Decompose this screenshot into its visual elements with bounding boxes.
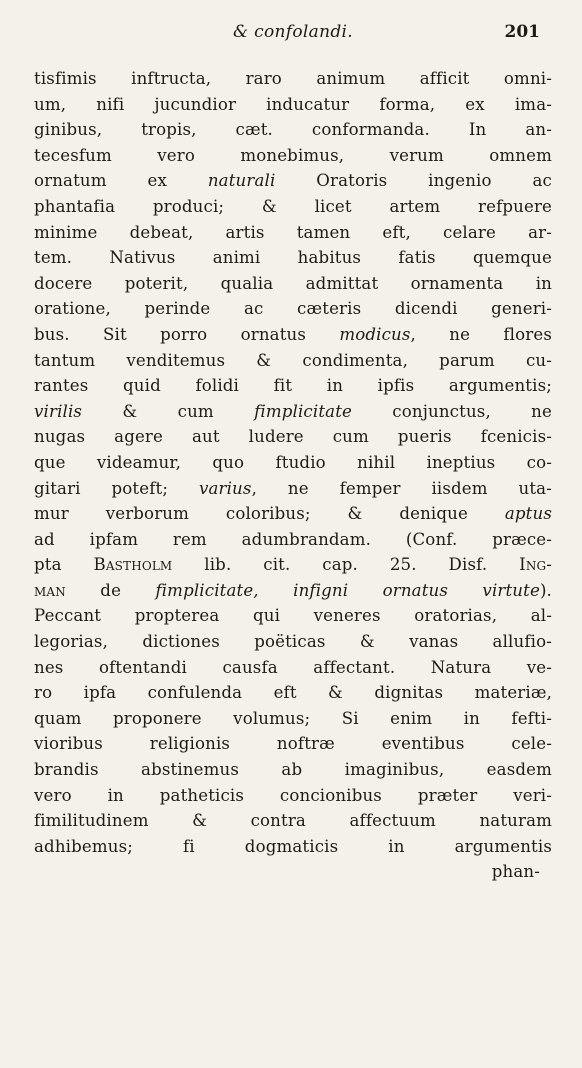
text-line xyxy=(34,66,552,92)
running-head xyxy=(34,22,552,60)
text-segment: minime debeat, artis tamen eft, celare ar- xyxy=(34,222,552,242)
italic-segment: modicus xyxy=(339,324,411,344)
running-title: & confolandi. xyxy=(233,22,353,42)
text-line xyxy=(34,552,552,578)
text-segment: rantes quid folidi fit in ipfis argumentis; xyxy=(34,376,552,396)
text-segment: ad ipfam rem adumbrandam. (Conf. præce- xyxy=(34,529,552,549)
text-line xyxy=(34,603,552,629)
text-segment: , ne flores xyxy=(410,324,552,344)
body-text xyxy=(34,66,552,885)
text-line xyxy=(34,245,552,271)
page-number: 201 xyxy=(504,22,540,42)
text-segment: lib. cit. cap. 25. Disf. xyxy=(172,555,520,575)
text-line xyxy=(34,450,552,476)
smallcaps-segment: man xyxy=(34,580,66,600)
text-line xyxy=(34,322,552,348)
text-segment: , ne femper iisdem uta- xyxy=(251,478,552,498)
text-line xyxy=(34,220,552,246)
text-segment: tantum venditemus & condimenta, parum cu- xyxy=(34,350,552,370)
text-line xyxy=(34,373,552,399)
text-segment: docere poterit, qualia admittat ornamenta in xyxy=(34,273,552,293)
smallcaps-segment: Ing- xyxy=(519,555,552,575)
text-segment: fimilitudinem & contra affectuum naturam xyxy=(34,811,552,831)
text-line xyxy=(34,168,552,194)
text-line xyxy=(34,194,552,220)
text-segment: nes oftentandi causfa affectant. Natura ve- xyxy=(34,657,552,677)
text-line xyxy=(34,143,552,169)
text-line xyxy=(34,834,552,860)
text-line xyxy=(34,296,552,322)
text-segment: bus. Sit porro ornatus xyxy=(34,324,340,344)
text-segment: brandis abstinemus ab imaginibus, easdem xyxy=(34,760,552,780)
text-line xyxy=(34,578,552,604)
text-line xyxy=(34,117,552,143)
text-segment: nugas agere aut ludere cum pueris fcenicis- xyxy=(34,427,552,447)
text-segment: ornatum ex xyxy=(34,171,208,191)
text-line xyxy=(34,757,552,783)
text-line xyxy=(34,706,552,732)
text-segment: tem. Nativus animi habitus fatis quemque xyxy=(34,248,552,268)
text-line xyxy=(34,501,552,527)
text-segment: um, nifi jucundior inducatur forma, ex ima- xyxy=(34,94,552,114)
italic-segment: varius xyxy=(198,478,252,498)
text-segment: de xyxy=(65,580,156,600)
text-segment: pta xyxy=(34,555,94,575)
italic-segment: aptus xyxy=(504,504,552,524)
text-segment: legorias, dictiones poëticas & vanas allufio- xyxy=(34,632,552,652)
smallcaps-segment: olm xyxy=(141,555,173,575)
text-segment: phan- xyxy=(491,862,540,882)
text-segment: tecesfum vero monebimus, verum omnem xyxy=(34,145,552,165)
text-line xyxy=(34,808,552,834)
smallcaps-segment: Basth xyxy=(93,555,142,575)
text-line xyxy=(34,731,552,757)
text-segment: & cum xyxy=(82,401,255,421)
text-segment: que videamur, quo ftudio nihil ineptius co- xyxy=(34,452,552,472)
text-segment: tisfimis inftructa, raro animum afficit omni- xyxy=(34,69,552,88)
text-line xyxy=(34,92,552,118)
text-segment: conjunctus, ne xyxy=(351,401,552,421)
text-segment: quam proponere volumus; Si enim in fefti- xyxy=(34,708,552,728)
text-segment: Peccant propterea qui veneres oratorias, al- xyxy=(34,606,552,626)
text-line xyxy=(34,348,552,374)
text-line xyxy=(34,629,552,655)
text-line xyxy=(34,271,552,297)
text-segment: mur verborum coloribus; & denique xyxy=(34,504,505,524)
text-segment: vero in patheticis concionibus præter veri- xyxy=(34,785,552,805)
text-segment: oratione, perinde ac cæteris dicendi generi- xyxy=(34,299,552,319)
text-line xyxy=(34,783,552,809)
text-line xyxy=(34,859,552,885)
text-segment: ro ipfa confulenda eft & dignitas materiæ, xyxy=(34,683,552,703)
text-segment: phantafia produci; & licet artem refpuere xyxy=(34,196,552,216)
text-segment: ginibus, tropis, cæt. conformanda. In an- xyxy=(34,120,552,140)
text-line xyxy=(34,527,552,553)
text-segment: ). xyxy=(539,580,552,600)
italic-segment: naturali xyxy=(207,171,276,191)
text-segment: Oratoris ingenio ac xyxy=(275,171,552,191)
text-segment: vioribus religionis noftræ eventibus cele- xyxy=(34,734,552,754)
italic-segment: virilis xyxy=(34,401,83,421)
text-line xyxy=(34,476,552,502)
text-line xyxy=(34,655,552,681)
text-segment: adhibemus; fi dogmaticis in argumentis xyxy=(34,836,552,856)
text-line xyxy=(34,680,552,706)
italic-segment: fimplicitate xyxy=(254,401,352,421)
text-segment: gitari poteft; xyxy=(34,478,199,498)
italic-segment: fimplicitate, infigni ornatus virtute xyxy=(155,580,540,600)
text-line xyxy=(34,424,552,450)
text-line xyxy=(34,399,552,425)
